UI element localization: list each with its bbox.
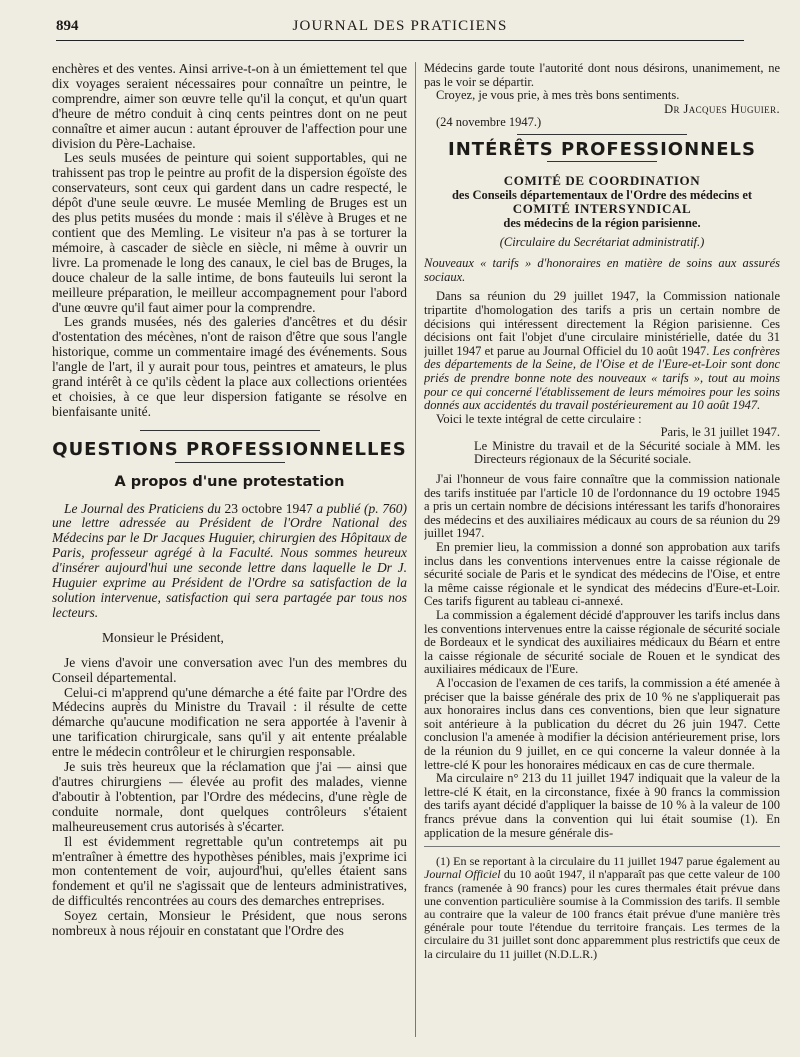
article-paragraph: Les seuls musées de peinture qui soient supportables, qui ne trahissent pas trop le peintre au profit de la dispersion égoïste des conservateurs, sont ceux qui gardent dans un cadre respecté, le dépôt d'une seule œuvre. Le musée Memling de Bruges est un des plus petits musées du monde : mais il s'élève à Bruges et ne contient que des Memling. Le visiteur n'a pas à se torturer la mémoire, à cascader de siècle en siècle, ni même à ouvrir un livre. La promenade le long des canaux, le ciel bas de Bruges, la douce chaleur de la salle intime, de bons fauteuils lui seront la meilleure préparation, le meilleur accompagnement pour l'abord d'une œuvre qu'il faut aimer pour la comprendre. xyxy=(52,150,407,315)
section-title: QUESTIONS PROFESSIONNELLES xyxy=(52,438,407,460)
circular-paragraph: Voici le texte intégral de cette circulaire : xyxy=(436,411,642,426)
letter-paragraph: Soyez certain, Monsieur le Président, que nous serons nombreux à nous réjouir en constatant que l'Ordre des xyxy=(52,908,407,939)
signature: Dr Jacques Huguier. xyxy=(664,101,780,116)
section-divider xyxy=(140,430,320,431)
section-divider xyxy=(547,161,657,162)
page-header xyxy=(56,14,744,41)
editorial-intro: Le Journal des Praticiens du 23 octobre 1947 a publié (p. 760) une lettre adressée au Président de l'Ordre National des Médecins par le Dr Jacques Huguier, chirurgien des Hôpitaux de Paris, professeur agrégé à la Faculté. Nous sommes heureux d'insérer aujourd'hui une seconde lettre dans laquelle le Dr J. Huguier exprime au Président de l'Ordre sa satisfaction de la solution intervenue, satisfaction qui sera partagée par tous nos lecteurs. xyxy=(52,500,407,620)
letter-paragraph: Je viens d'avoir une conversation avec l'un des membres du Conseil départemental. xyxy=(52,654,407,685)
page-number: 894 xyxy=(56,18,79,34)
circular-paragraph: Ma circulaire n° 213 du 11 juillet 1947 indiquait que la valeur de la lettre-clé K était, en la circonstance, fixée à 90 francs la commission des tarifs ayant décidé d'appliquer la baisse de 10 % à la valeur de 100 francs prévue dans la convention qui lui était soumise (1). En application de la mesure générale dis- xyxy=(424,771,780,840)
section-divider xyxy=(517,134,687,135)
place-date: Paris, le 31 juillet 1947. xyxy=(660,425,780,440)
journal-title: JOURNAL DES PRATICIENS xyxy=(292,18,508,34)
addressee: Le Ministre du travail et de la Sécurité sociale à MM. les Directeurs régionaux de la Sécurité sociale. xyxy=(474,438,780,467)
circular-source: (Circulaire du Secrétariat administratif.) xyxy=(499,234,705,249)
circular-paragraph: La commission a également décidé d'approuver les tarifs inclus dans les conventions intervenues entre la caisse régionale de sécurité sociale de Bordeaux et le syndicat des auxiliaires médicaux du Béarn et entre la caisse régionale de sécurité sociale de Rouen et le syndicat des auxiliaires médicaux de l'Eure. xyxy=(424,608,780,677)
article-subtitle: A propos d'une protestation xyxy=(114,473,345,490)
circular-paragraph: A l'occasion de l'examen de ces tarifs, la commission a été amenée à préciser que la baisse générale des prix de 10 % ne s'appliquerait pas aux honoraires inclus dans ces conventions, bien que leur signature soit antérieure à la publication du décret du 26 juin 1947. Cette conclusion l'a amenée à modifier la décision antérieurement prise, lors de la réunion du 9 juillet, en ce qui concerne la valeur donnée à la lettre-clé K pour les honoraires médicaux en cas de cure thermale. xyxy=(424,675,780,772)
column-divider xyxy=(415,62,416,1037)
letter-closing: Croyez, je vous prie, à mes très bons sentiments. xyxy=(436,88,680,103)
footnote-divider xyxy=(424,846,780,847)
letter-date: (24 novembre 1947.) xyxy=(436,115,542,130)
circular-paragraph: En premier lieu, la commission a donné son approbation aux tarifs inclus dans les conventions intervenues entre la caisse régionale de sécurité sociale de Paris et le syndicat des médecins de l'Oise, et entre la même caisse régionale et le syndicat des médecins d'Eure-et-Loir. Ces tarifs figurent au tableau ci-annexé. xyxy=(424,540,780,609)
letter-paragraph: Il est évidemment regrettable qu'un contretemps ait pu m'entraîner à émettre des hypothèses pénibles, mais j'exprime ici mon contentement de voir, aujourd'hui, qu'elles étaient sans fondement et qu'il ne s'agissait que de lenteurs administratives, de difficultés rencontrées au cours des demarches entreprises. xyxy=(52,833,407,909)
letter-paragraph: Je suis très heureux que la réclamation que j'ai — ainsi que d'autres chirurgiens — élevée au profit des malades, vienne d'aboutir à l'obtention, par l'Ordre des médecins, d'une règle de conduite normale, dont quelques contrôleurs s'étaient malheureusement crus autorisés à s'écarter. xyxy=(52,759,407,834)
letter-greeting: Monsieur le Président, xyxy=(102,629,224,645)
left-column xyxy=(52,62,407,1047)
footnote: (1) En se reportant à la circulaire du 11 juillet 1947 parue également au Journal Officiel du 10 août 1947, il n'apparaît pas que cette valeur de 100 francs (ramenée à 90 francs) pour les cures thermales était prévue dans une convention particulière soumise à la Commission des tarifs. Il semble au contraire que la valeur de 100 francs était prévue d'une manière très générale pour toute l'étendue du territoire français. Les termes de la circulaire du 31 juillet sont donc apparemment plus restrictifs que ceux de la circulaire du 11 juillet (N.D.L.R.) xyxy=(424,854,780,961)
circular-paragraph: Dans sa réunion du 29 juillet 1947, la Commission nationale tripartite d'homologation des tarifs a pris un certain nombre de décisions qui intéressent directement la Région parisienne. Ces décisions ont fait l'objet d'une circulaire ministérielle, datée du 31 juillet 1947 et parue au Journal Officiel du 10 août 1947. Les confrères des départements de la Seine, de l'Oise et de l'Eure-et-Loir sont donc priés de prendre bonne note des nouveaux « tarifs », tout au moins pour ce qui concerné l'établissement de leurs mémoires pour les soins donnés aux accidentés du travail postérieurement au 10 août 1947. xyxy=(424,289,780,413)
article-paragraph: enchères et des ventes. Ainsi arrive-t-on à un émiettement tel que dix voyages seraient nécessaires pour connaître un peintre, le comprendre, aimer son œuvre telle qu'il la conçut, et qu'un quart d'heure de métro conduit à cinq cents peintres dont on ne peut connaître et aimer aucun : autant éprouver de l'affection pour une division du Père-Lachaise. xyxy=(52,62,407,151)
circular-paragraph: J'ai l'honneur de vous faire connaître que la commission nationale des tarifs instituée par l'article 10 de l'ordonnance du 19 octobre 1945 a pris un certain nombre de décisions intéressant les tarifs d'honoraires des médecins et des auxiliaires médicaux au cours de sa réunion du 29 juillet 1947. xyxy=(424,472,780,541)
circular-subject: Nouveaux « tarifs » d'honoraires en matière de soins aux assurés sociaux. xyxy=(424,256,780,284)
article-paragraph: Les grands musées, nés des galeries d'ancêtres et du désir d'ostentation des mécènes, n'ont de raison d'être que sous l'angle historique, comme un commentaire imagé des événements. Sous l'angle de l'art, il y aurait pour tous, peintres et amateurs, le plus grand intérêt à ce qu'ils cèdent la place aux collections orientées et choisies, à ce que leur dispersion fatigante se résolve en bienfaisante unité. xyxy=(52,314,407,419)
right-column xyxy=(424,62,780,1047)
section-divider xyxy=(175,462,285,463)
letter-paragraph: Celui-ci m'apprend qu'une démarche a été faite par l'Ordre des Médecins auprès du Ministre du Travail : il résulte de cette démarche qu'aucune modification ne sera apportée à l'avenir à une tarification chirurgicale, sans qu'il y ait entente préalable entre le médecin contrôleur et le chirurgien responsable. xyxy=(52,684,407,760)
committee-heading: COMITÉ DE COORDINATION des Conseils départementaux de l'Ordre des médecins et COMITÉ INTERSYNDICAL des médecins de la région parisienne. xyxy=(451,172,753,230)
letter-paragraph: Médecins garde toute l'autorité dont nous désirons, unanimement, ne pas le voir se départir. xyxy=(424,62,780,89)
section-title: INTÉRÊTS PROFESSIONNELS xyxy=(448,138,756,160)
